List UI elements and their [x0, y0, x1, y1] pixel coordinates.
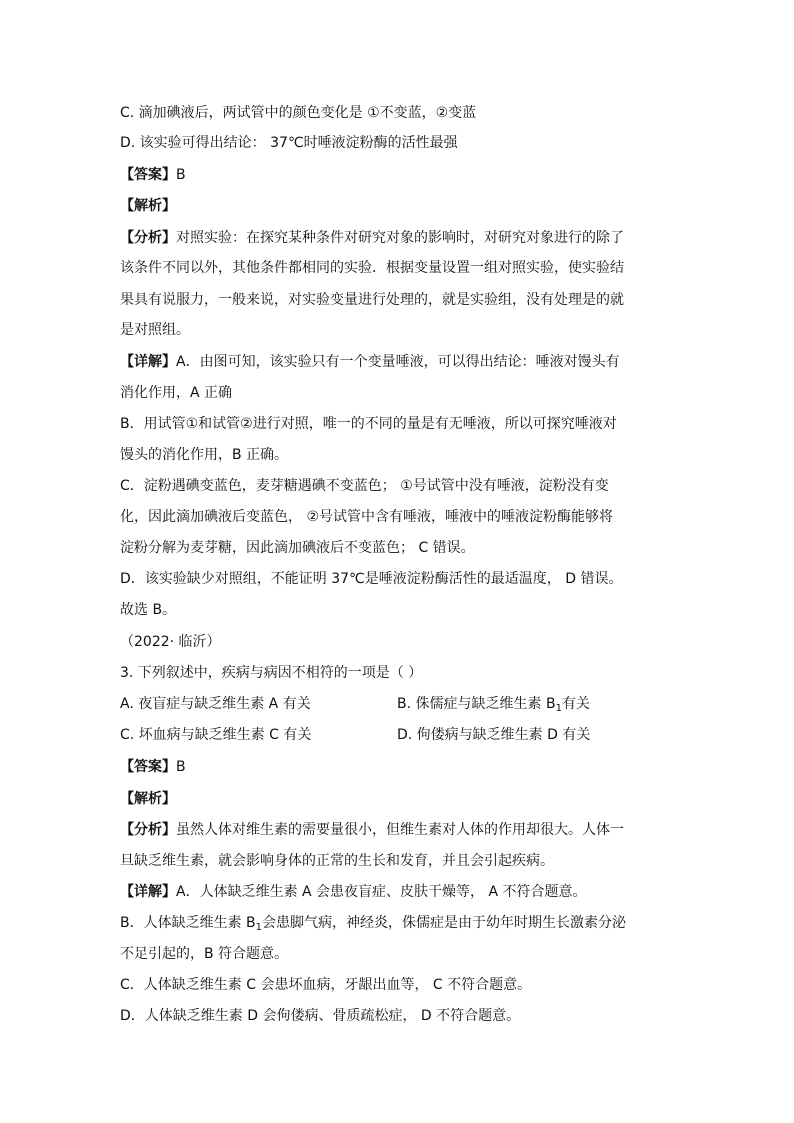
q2-detail-line-1 — [120, 352, 620, 372]
q2-fenxi-line-2: 该条件不同以外，其他条件都相同的实验．根据变量设置一组对照实验，使实验结 — [120, 260, 624, 276]
answer-tag: 【答案】 — [120, 759, 176, 775]
q2-fenxi-line-1 — [120, 228, 624, 248]
q3-detail-b-line2: 不足引起的，B 符合题意。 — [120, 946, 289, 962]
option-b-text: B. 侏儒症与缺乏维生素 B — [397, 696, 556, 712]
q3-option-b — [397, 694, 590, 719]
answer-value: B — [176, 759, 186, 775]
q2-detail-line-5: C．淀粉遇碘变蓝色，麦芽糖遇碘不变蓝色； ①号试管中没有唾液，淀粉没有变 — [120, 478, 609, 494]
q2-detail-line-8: D．该实验缺少对照组，不能证明 37℃是唾液淀粉酶活性的最适温度， D 错误。 — [120, 571, 623, 587]
q3-detail-a — [120, 882, 587, 902]
detail-text: A．由图可知，该实验只有一个变量唾液，可以得出结论：唾液对馒头有 — [176, 354, 620, 370]
option-b-subscript: 1 — [555, 703, 562, 714]
answer-tag: 【答案】 — [120, 167, 176, 183]
q2-fenxi-line-3: 果具有说服力，一般来说，对实验变量进行处理的，就是实验组，没有处理是的就 — [120, 292, 624, 308]
xiangjie-tag: 【详解】 — [120, 354, 176, 370]
q2-detail-line-4: 馒头的消化作用，B 正确。 — [120, 447, 289, 463]
q3-analysis-tag: 【解析】 — [120, 791, 176, 807]
q3-question: 3. 下列叙述中，疾病与病因不相符的一项是（ ） — [120, 665, 423, 681]
option-b-suffix: 有关 — [561, 696, 590, 712]
q3-source: （2022· 临沂） — [120, 634, 221, 650]
q3-option-d: D. 佝偻病与缺乏维生素 D 有关 — [397, 727, 591, 743]
q3-detail-b — [120, 913, 626, 938]
q2-detail-line-3: B．用试管①和试管②进行对照，唯一的不同的量是有无唾液，所以可探究唾液对 — [120, 416, 617, 432]
q3-answer — [120, 757, 186, 777]
q2-detail-line-6: 化，因此滴加碘液后变蓝色， ②号试管中含有唾液，唾液中的唾液淀粉酶能够将 — [120, 509, 613, 525]
detail-b-suffix: 会患脚气病，神经炎，侏儒症是由于幼年时期生长激素分泌 — [262, 915, 627, 931]
fenxi-text: 对照实验：在探究某种条件对研究对象的影响时，对研究对象进行的除了 — [176, 230, 624, 246]
detail-a-text: A．人体缺乏维生素 A 会患夜盲症、皮肤干燥等， A 不符合题意。 — [176, 884, 587, 900]
fenxi-tag: 【分析】 — [120, 822, 176, 838]
q3-detail-d: D．人体缺乏维生素 D 会佝偻病、骨质疏松症， D 不符合题意。 — [120, 1008, 521, 1024]
q2-detail-line-7: 淀粉分解为麦芽糖，因此滴加碘液后不变蓝色； C 错误。 — [120, 540, 475, 556]
answer-value: B — [176, 167, 186, 183]
q3-option-a: A. 夜盲症与缺乏维生素 A 有关 — [120, 696, 311, 712]
q2-fenxi-line-4: 是对照组。 — [120, 322, 190, 338]
detail-b-text: B．人体缺乏维生素 B — [120, 915, 256, 931]
fenxi-text: 虽然人体对维生素的需要量很小，但维生素对人体的作用却很大。人体一 — [176, 822, 624, 838]
xiangjie-tag: 【详解】 — [120, 884, 176, 900]
q3-fenxi-line-2: 旦缺乏维生素，就会影响身体的正常的生长和发育，并且会引起疾病。 — [120, 853, 554, 869]
q3-option-c: C. 坏血病与缺乏维生素 C 有关 — [120, 727, 312, 743]
q3-fenxi-line-1 — [120, 820, 624, 840]
fenxi-tag: 【分析】 — [120, 230, 176, 246]
q2-option-c: C. 滴加碘液后，两试管中的颜色变化是 ①不变蓝，②变蓝 — [120, 105, 477, 121]
q2-conclusion: 故选 B。 — [120, 602, 177, 618]
q2-analysis-tag: 【解析】 — [120, 198, 176, 214]
q2-answer — [120, 165, 186, 185]
q3-detail-c: C．人体缺乏维生素 C 会患坏血病，牙龈出血等， C 不符合题意。 — [120, 977, 532, 993]
q2-option-d: D. 该实验可得出结论： 37℃时唾液淀粉酶的活性最强 — [120, 135, 458, 151]
q2-detail-line-2: 消化作用，A 正确 — [120, 385, 233, 401]
detail-b-subscript: 1 — [255, 922, 263, 933]
